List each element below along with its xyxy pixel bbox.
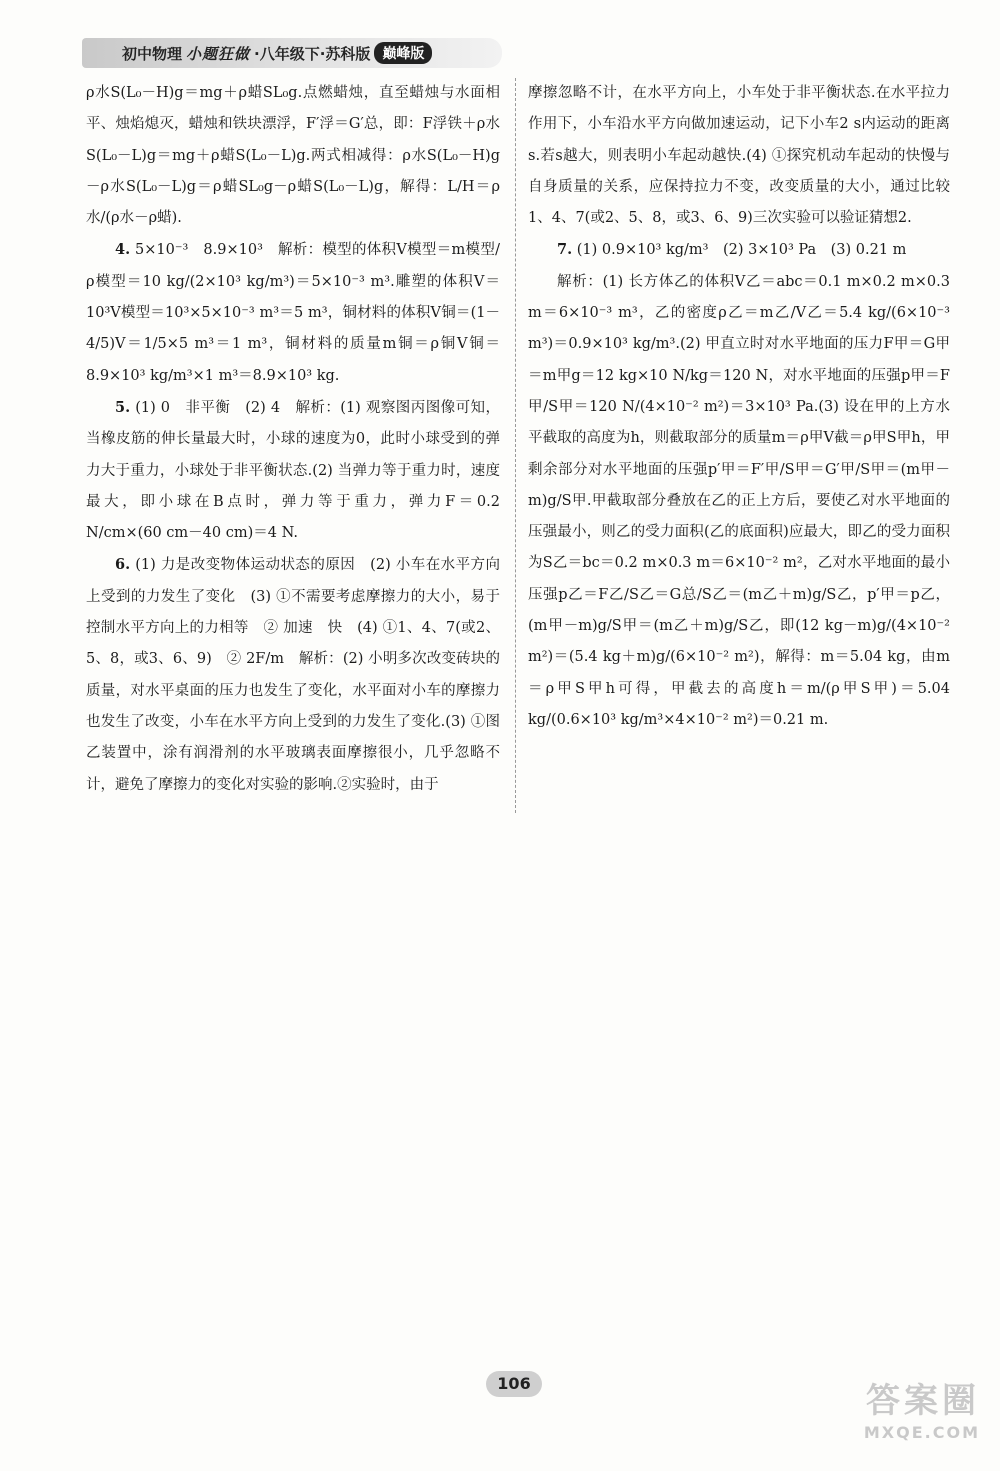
answer-text: (1) 0 非平衡 (2) 4 解析：(1) 观察图丙图像可知，当橡皮筋的伸长量最大时，小球的速度为0，此时小球受到的弹力大于重力，小球处于非平衡状态.(2) 当弹力等于重力时，速度最大，即小球在B点时，弹力等于重力，弹力F＝0.2 N/cm×(60 cm－40 cm)＝4 N. [86,399,500,542]
answer-number: 6. [115,556,131,574]
left-column [86,78,500,801]
paragraph-continuation: ρ水S(L₀－H)g＝mg＋ρ蜡SL₀g.点燃蜡烛，直至蜡烛与水面相平、烛焰熄灭，蜡烛和铁块漂浮，F′浮＝G′总，即：F浮铁＋ρ水S(L₀－L)g＝mg＋ρ蜡S(L₀－L)g.两式相减得：ρ水S(L₀－H)g－ρ水S(L₀－L)g＝ρ蜡SL₀g－ρ蜡S(L₀－L)g，解得：L/H＝ρ水/(ρ水－ρ蜡). [86,85,500,227]
watermark-line2: MXQE.COM [863,1423,980,1442]
paragraph-continuation: 摩擦忽略不计，在水平方向上，小车处于非平衡状态.在水平拉力作用下，小车沿水平方向做加速运动，记下小车2 s内运动的距离s.若s越大，则表明小车起动越快.(4) ①探究机动车起动的快慢与自身质量的关系，应保持拉力不变，改变质量的大小，通过比较1、4、7(或2、5、8，或3、6、9)三次实验可以验证猜想2. [528,85,950,227]
watermark-line1: 答案圈 [866,1381,980,1421]
header-brand-logo: 小题狂做 [186,44,251,63]
answer-number: 4. [115,241,131,259]
answer-7 [528,234,950,266]
answer-4 [86,234,500,391]
answer-text: (1) 力是改变物体运动状态的原因 (2) 小车在水平方向上受到的力发生了变化 (3) ①不需要考虑摩擦力的大小，易于控制水平方向上的力相等 ② 加速 快 (4) ①1、4、7(或2、5、8，或3、6、9) ② 2F/m 解析：(2) 小明多次改变砖块的质量，对水平桌面的压力也发生了变化，水平面对小车的摩擦力也发生了改变，小车在水平方向上受到的力发生了变化.(3) ①图乙装置中，涂有润滑剂的水平玻璃表面摩擦很小，几乎忽略不计，避免了摩擦力的变化对实验的影响.②实验时，由于 [86,557,501,793]
page-header [82,38,502,68]
header-subject: 初中物理 [122,44,183,63]
answer-text: (1) 0.9×10³ kg/m³ (2) 3×10³ Pa (3) 0.21 m [576,242,907,259]
header-badge: 巅峰版 [374,42,432,64]
answer-5 [86,392,500,549]
column-divider [515,78,516,813]
answer-7-analysis: 解析：(1) 长方体乙的体积V乙＝abc＝0.1 m×0.2 m×0.3 m＝6×10⁻³ m³，乙的密度ρ乙＝m乙/V乙＝5.4 kg/(6×10⁻³ m³)＝0.9×10³ kg/m³.(2) 甲直立时对水平地面的压力F甲＝G甲＝m甲g＝12 kg×10 N/kg＝120 N，对水平地面的压强p甲＝F甲/S甲＝120 N/(4×10⁻² m²)＝3×10³ Pa.(3) 设在甲的上方水平截取的高度为h，则截取部分的质量m＝ρ甲V截＝ρ甲S甲h，甲剩余部分对水平地面的压强p′甲＝F′甲/S甲＝G′甲/S甲＝(m甲－m)g/S甲.甲截取部分叠放在乙的正上方后，要使乙对水平地面的压强最小，则乙的受力面积(乙的底面积)应最大，即乙的受力面积为S乙＝bc＝0.2 m×0.3 m＝6×10⁻² m²，乙对水平地面的最小压强p乙＝F乙/S乙＝G总/S乙＝(m乙＋m)g/S乙，p′甲＝p乙，(m甲－m)g/S甲＝(m乙＋m)g/S乙，即(12 kg－m)g/(4×10⁻² m²)＝(5.4 kg＋m)g/(6×10⁻² m²)，解得：m＝5.04 kg，由m＝ρ甲S甲h可得，甲截去的高度h＝m/(ρ甲S甲)＝5.04 kg/(0.6×10³ kg/m³×4×10⁻² m²)＝0.21 m. [528,273,950,728]
answer-text: 5×10⁻³ 8.9×10³ 解析：模型的体积V模型＝m模型/ρ模型＝10 kg/(2×10³ kg/m³)＝5×10⁻³ m³.雕塑的体积V＝10³V模型＝10³×5×10⁻³ m³＝5 m³，铜材料的体积V铜＝(1－4/5)V＝1/5×5 m³＝1 m³，铜材料的质量m铜＝ρ铜V铜＝8.9×10³ kg/m³×1 m³＝8.9×10³ kg. [86,242,500,384]
header-grade: ·八年级下·苏科版 [254,44,371,63]
watermark-logo [830,1379,980,1459]
page-number: 106 [486,1371,542,1397]
answer-6 [86,549,500,800]
answer-number: 5. [115,398,131,416]
answer-number: 7. [557,241,573,259]
right-column [528,78,950,736]
